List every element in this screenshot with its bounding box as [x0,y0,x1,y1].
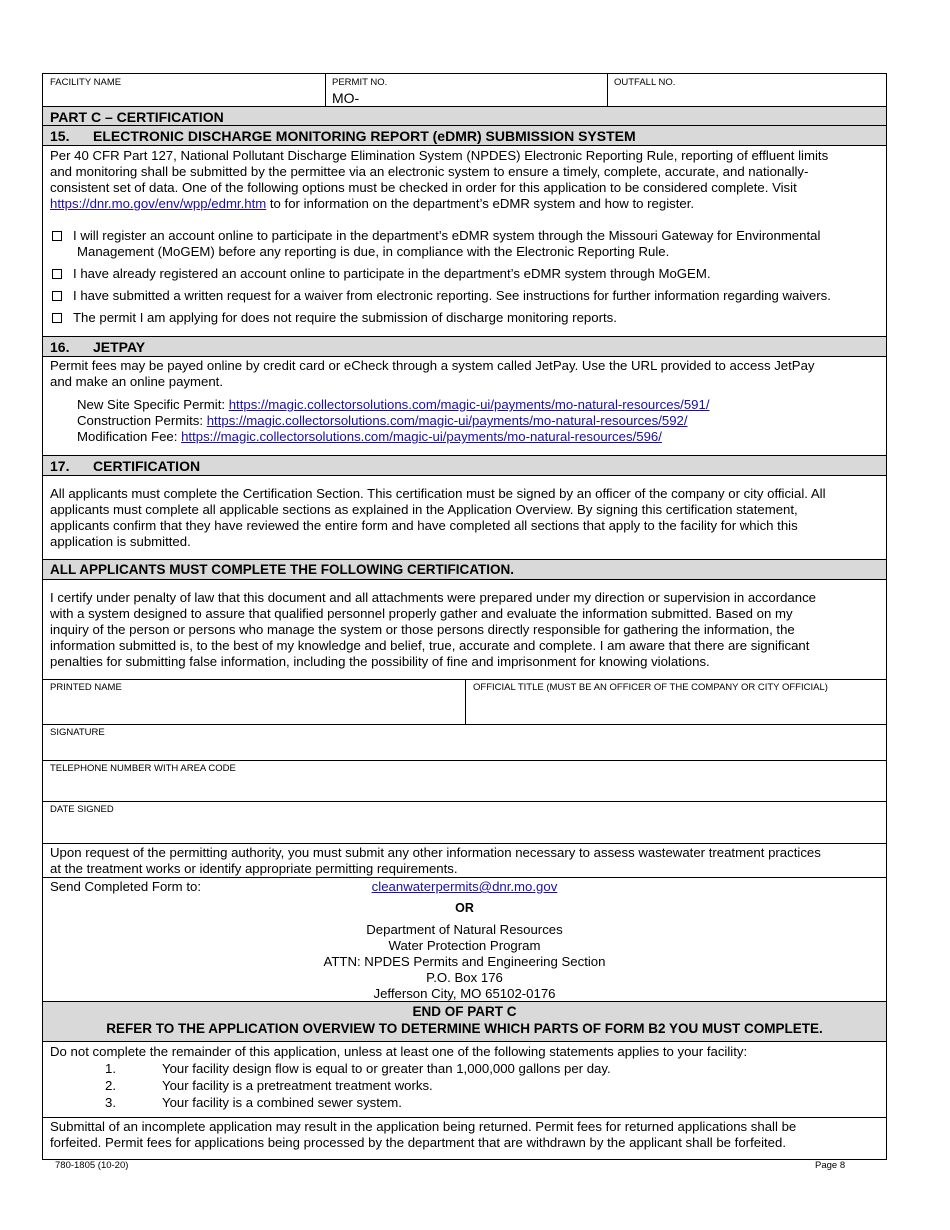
page-number: Page 8 [815,1160,846,1171]
address-line: P.O. Box 176 [426,970,503,985]
section-15-title: ELECTRONIC DISCHARGE MONITORING REPORT (eDMR) SUBMISSION SYSTEM [93,128,636,144]
list-item: Your facility is a pretreatment treatment works. [162,1078,433,1093]
edmr-option-4-checkbox[interactable] [52,313,62,323]
submittal-line: forfeited. Permit fees for applications being processed by the department that are withdrawn by the applicant shall be forfeited. [50,1135,786,1150]
certification-para-line: applicants must complete all applicable sections as explained in the Application Overview. By signing this certification statement, [50,502,798,517]
edmr-option-3-label: I have submitted a written request for a waiver from electronic reporting. See instructions for further information regarding waivers. [73,288,831,303]
form-number: 780-1805 (10-20) [55,1160,129,1171]
list-item-number: 1. [105,1061,116,1076]
certification-para-line: applicants confirm that they have reviewed the entire form and have completed all sections that apply to the facility for which this [50,518,798,533]
outfall-no-label: OUTFALL NO. [614,77,676,88]
section-17-number: 17. [50,458,70,474]
printed-name-label: PRINTED NAME [50,682,122,693]
all-applicants-title: ALL APPLICANTS MUST COMPLETE THE FOLLOWING CERTIFICATION. [50,562,514,577]
edmr-option-1-checkbox[interactable] [52,231,62,241]
edmr-option-2-checkbox[interactable] [52,269,62,279]
list-item-number: 3. [105,1095,116,1110]
edmr-option-4-label: The permit I am applying for does not require the submission of discharge monitoring reports. [73,310,617,325]
divider [607,74,608,106]
signature-label: SIGNATURE [50,727,105,738]
remainder-intro: Do not complete the remainder of this application, unless at least one of the following statements applies to your facility: [50,1044,748,1059]
cert-statement-line: with a system designed to assure that qualified personnel properly gather and evaluate the information submitted. Based on my [50,606,793,621]
submittal-line: Submittal of an incomplete application may result in the application being returned. Permit fees for returned applications shall be [50,1119,797,1134]
divider [325,74,326,106]
send-email-row [43,879,886,895]
list-item: Your facility is a combined sewer system. [162,1095,402,1110]
cert-statement-line: information submitted is, to the best of my knowledge and belief, true, accurate and complete. I am aware that there are significant [50,638,810,653]
official-title-input[interactable] [466,679,886,724]
end-of-part-c: END OF PART C [412,1004,517,1019]
cert-statement-line: penalties for submitting false information, including the possibility of fine and imprisonment for knowing violations. [50,654,710,669]
jetpay-para-line: and make an online payment. [50,374,224,389]
section-16-header [43,337,886,356]
facility-name-label: FACILITY NAME [50,77,122,88]
construction-permit-link[interactable]: https://magic.collectorsolutions.com/magic-ui/payments/mo-natural-resources/592/ [206,413,688,428]
jetpay-link-row [77,413,688,429]
list-item: Your facility design flow is equal to or greater than 1,000,000 gallons per day. [162,1061,611,1076]
permit-no-field[interactable]: MO- [332,90,360,106]
refer-overview: REFER TO THE APPLICATION OVERVIEW TO DETERMINE WHICH PARTS OF FORM B2 YOU MUST COMPLETE. [106,1021,823,1036]
address-line: Department of Natural Resources [366,922,563,937]
section-17-title: CERTIFICATION [93,458,201,474]
date-signed-label: DATE SIGNED [50,804,114,815]
cert-statement-line: inquiry of the person or persons who manage the system or those persons directly responsible for gathering the information, the [50,622,795,637]
jetpay-link-row [77,429,662,445]
certification-para-line: application is submitted. [50,534,191,549]
section-16-title: JETPAY [93,339,146,355]
edmr-option-3-checkbox[interactable] [52,291,62,301]
address-line: Jefferson City, MO 65102-0176 [373,986,556,1001]
telephone-label: TELEPHONE NUMBER WITH AREA CODE [50,763,236,774]
printed-name-input[interactable] [43,679,464,724]
certification-form [42,73,887,1160]
edmr-option-1-label: I will register an account online to participate in the department’s eDMR system through the Missouri Gateway for Environmental [73,228,821,243]
permit-no-label: PERMIT NO. [332,77,388,88]
jetpay-link-row [77,397,710,413]
part-title: PART C – CERTIFICATION [50,109,224,125]
jetpay-link-label: Construction Permits: [77,413,207,428]
request-line: at the treatment works or identify appropriate permitting requirements. [50,861,458,876]
signature-input[interactable] [43,725,886,760]
request-line: Upon request of the permitting authority, you must submit any other information necessary to assess wastewater treatment practices [50,845,821,860]
or-separator: OR [455,901,474,915]
edmr-link[interactable]: https://dnr.mo.gov/env/wpp/edmr.htm [50,196,267,211]
edmr-para-line: and monitoring shall be submitted by the permittee via an electronic system to ensure a timely, complete, accurate, and nationally- [50,164,809,179]
edmr-para-line: Per 40 CFR Part 127, National Pollutant Discharge Elimination System (NPDES) Electronic Reporting Rule, reporting of effluent limits [50,148,829,163]
send-email-link[interactable]: cleanwaterpermits@dnr.mo.gov [371,879,558,894]
jetpay-link-label: Modification Fee: [77,429,182,444]
official-title-label: OFFICIAL TITLE (MUST BE AN OFFICER OF THE COMPANY OR CITY OFFICIAL) [473,682,828,693]
edmr-para-rest: to for information on the department’s eDMR system and how to register. [266,196,695,211]
telephone-input[interactable] [43,761,886,801]
address-line: Water Protection Program [388,938,541,953]
edmr-para-line: consistent set of data. One of the following options must be checked in order for this application to be considered complete. Visit [50,180,797,195]
section-16-number: 16. [50,339,70,355]
send-label: Send Completed Form to: [50,879,201,894]
modification-fee-link[interactable]: https://magic.collectorsolutions.com/magic-ui/payments/mo-natural-resources/596/ [181,429,662,444]
date-signed-input[interactable] [43,802,886,843]
cert-statement-line: I certify under penalty of law that this document and all attachments were prepared under my direction or supervision in accordance [50,590,817,605]
certification-para-line: All applicants must complete the Certification Section. This certification must be signed by an officer of the company or city official. All [50,486,826,501]
list-item-number: 2. [105,1078,116,1093]
section-15-number: 15. [50,128,70,144]
address-line: ATTN: NPDES Permits and Engineering Section [323,954,606,969]
jetpay-para-line: Permit fees may be payed online by credit card or eCheck through a system called JetPay. Use the URL provided to access JetPay [50,358,815,373]
edmr-option-2-label: I have already registered an account online to participate in the department’s eDMR system through MoGEM. [73,266,711,281]
edmr-para-line [50,196,694,212]
new-site-permit-link[interactable]: https://magic.collectorsolutions.com/magic-ui/payments/mo-natural-resources/591/ [228,397,710,412]
edmr-option-1-label: Management (MoGEM) before any reporting is due, in compliance with the Electronic Reporting Rule. [77,244,670,259]
jetpay-link-label: New Site Specific Permit: [77,397,229,412]
